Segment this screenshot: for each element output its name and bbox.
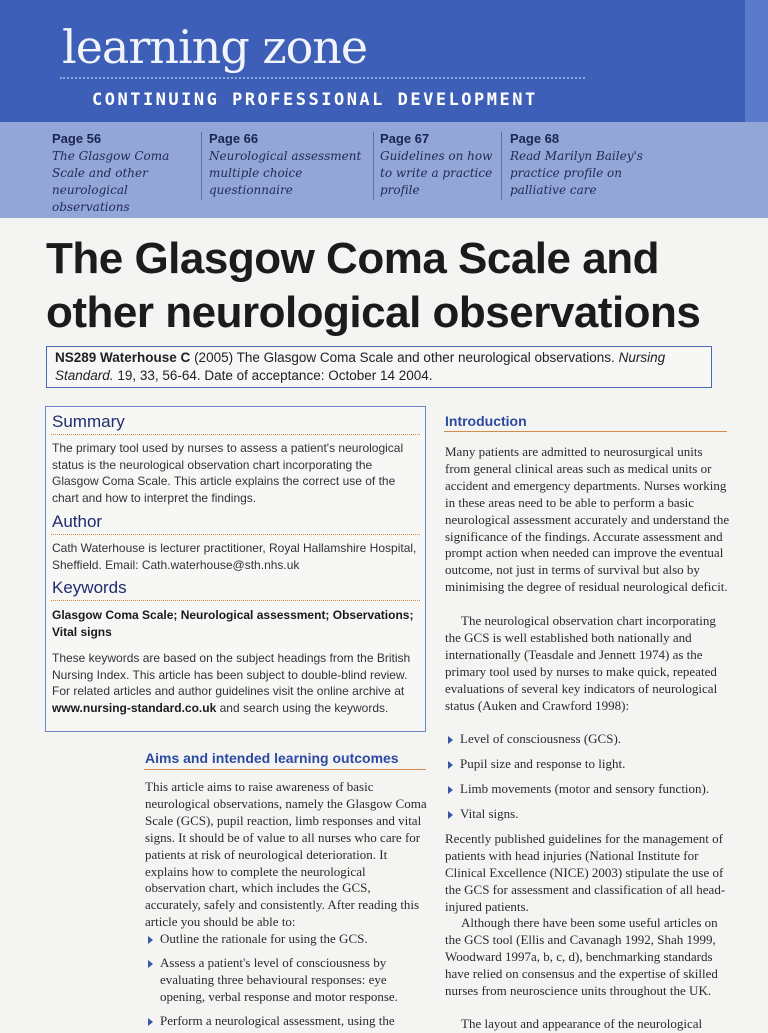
citation-box	[46, 346, 712, 388]
page-number: Page 56	[52, 131, 102, 146]
intro-paragraph-1: Many patients are admitted to neurosurgical units from general clinical areas such as medical units or accident and emergency departments. Nurses working in these areas need to be able to perform a basic neurological assessment accurately and understand the significance of the findings. Accurate assessment and prompt action when needed can improve the eventual outcome, not just in terms of survival but also by minimising the degree of residual neurological deficit.	[445, 444, 730, 595]
page-description: The Glasgow Coma Scale and other neurological observations	[52, 149, 170, 214]
list-item	[445, 781, 730, 798]
list-item	[145, 931, 428, 948]
bullet-marker	[148, 960, 153, 968]
page-index-item[interactable]	[209, 131, 369, 199]
page-number: Page 66	[209, 131, 259, 146]
bullet-marker	[448, 736, 453, 744]
keywords-note-text: These keywords are based on the subject headings from the British Nursing Index. This article has been subject to double-blind review. For related articles and author guidelines visit the online archive at	[52, 651, 411, 698]
list-item	[445, 731, 730, 748]
page-number: Page 68	[510, 131, 560, 146]
citation-details: 19, 33, 56-64. Date of acceptance: October 14 2004.	[117, 368, 433, 383]
page-index-item[interactable]	[52, 131, 202, 216]
learning-zone-logo: learning zone	[62, 20, 368, 74]
page-description: Guidelines on how to write a practice profile	[380, 149, 493, 197]
page-number: Page 67	[380, 131, 430, 146]
intro-paragraph-2: The neurological observation chart incorporating the GCS is well established both nationally and internationally (Teasdale and Jennett 1974) as the primary tool used by nurses to make quick, repeated evaluations of several key indicators of neurological status (Auken and Crawford 1998):	[445, 613, 718, 713]
intro-paragraph-3: Recently published guidelines for the management of patients with head injuries (National Institute for Clinical Excellence (NICE) 2003) stipulate the use of the GCS for assessment and classification of all head-injured patients.	[445, 831, 726, 914]
citation-journal: Nursing Standard.	[55, 350, 666, 383]
list-item-text: Vital signs.	[460, 805, 519, 821]
summary-heading: Summary	[52, 412, 125, 431]
neuro-indicators-list	[445, 731, 730, 823]
bullet-marker	[448, 786, 453, 794]
intro-paragraph-5: The layout and appearance of the neurological	[461, 1016, 703, 1031]
bullet-marker	[448, 811, 453, 819]
page-index-item[interactable]	[510, 131, 645, 199]
article-title: The Glasgow Coma Scale and other neurological observations	[46, 234, 701, 337]
keywords-note-end: and search using the keywords.	[219, 700, 389, 715]
page-description: Neurological assessment multiple choice questionnaire	[209, 149, 362, 197]
aims-outcomes-list	[145, 931, 428, 1030]
list-item	[145, 1013, 428, 1030]
author-heading: Author	[52, 512, 103, 531]
author-text: Cath Waterhouse is lecturer practitioner, Royal Hallamshire Hospital, Sheffield. Email: Cath.waterhouse@sth.nhs.uk	[52, 541, 417, 572]
summary-box	[45, 406, 426, 732]
list-item-text: Pupil size and response to light.	[460, 755, 626, 771]
intro-paragraph-4: Although there have been some useful articles on the GCS tool (Ellis and Cavanagh 1992, Shah 1999, Woodward 1997a, b, c, d), benchmarking standards have relied on consensus and the expertise of skilled nurses from neuroscience units throughout the UK.	[445, 915, 718, 998]
bullet-marker	[148, 936, 153, 944]
page-description: Read Marilyn Bailey's practice profile on palliative care	[510, 149, 643, 197]
list-item-text: Level of consciousness (GCS).	[460, 731, 622, 746]
aims-intro: This article aims to raise awareness of basic neurological observations, namely the Glasgow Coma Scale (GCS), pupil reaction, limb responses and vital signs. It should be of value to all nurses who care for patients at risk of neurological deterioration. It explains how to complete the neurological observation chart, which includes the GCS, accurately, safely and consistently. After reading this article you should be able to:	[145, 779, 427, 930]
list-item	[445, 756, 730, 773]
list-item-text: Perform a neurological assessment, using the	[160, 1012, 395, 1028]
archive-link[interactable]: www.nursing-standard.co.uk	[52, 700, 217, 715]
keywords-heading: Keywords	[52, 578, 127, 597]
bullet-marker	[148, 1018, 153, 1026]
page-index-divider	[501, 132, 502, 200]
introduction-heading: Introduction	[445, 413, 527, 429]
aims-heading: Aims and intended learning outcomes	[145, 750, 399, 766]
list-item	[145, 955, 428, 1006]
banner-spine-stripe	[745, 0, 768, 122]
list-item-text: Assess a patient's level of consciousness by evaluating three behavioural responses: eye opening, verbal response and motor response.	[160, 954, 398, 1004]
page-index-item[interactable]	[380, 131, 498, 199]
cpd-subtitle: CONTINUING PROFESSIONAL DEVELOPMENT	[92, 90, 538, 110]
bullet-marker	[448, 761, 453, 769]
logo-dotted-rule	[60, 77, 585, 79]
introduction-heading-rule	[444, 431, 727, 432]
summary-text: The primary tool used by nurses to assess a patient's neurological status is the neurological observation chart incorporating the Glasgow Coma Scale. This article explains the correct use of the chart and how to interpret the findings.	[52, 441, 404, 505]
page-index-divider	[201, 132, 202, 200]
keywords-rule	[51, 600, 420, 601]
author-rule	[51, 534, 420, 535]
citation-id: NS289 Waterhouse C	[55, 350, 191, 365]
citation-text: (2005) The Glasgow Coma Scale and other neurological observations.	[194, 350, 615, 365]
keywords-note	[52, 650, 418, 716]
list-item	[445, 806, 730, 823]
list-item-text: Limb movements (motor and sensory function).	[460, 780, 710, 796]
aims-heading-rule	[144, 769, 426, 770]
list-item-text: Outline the rationale for using the GCS.	[160, 931, 368, 946]
page-index-divider	[373, 132, 374, 200]
keywords-text: Glasgow Coma Scale; Neurological assessment; Observations; Vital signs	[52, 608, 414, 639]
summary-rule	[51, 434, 420, 435]
